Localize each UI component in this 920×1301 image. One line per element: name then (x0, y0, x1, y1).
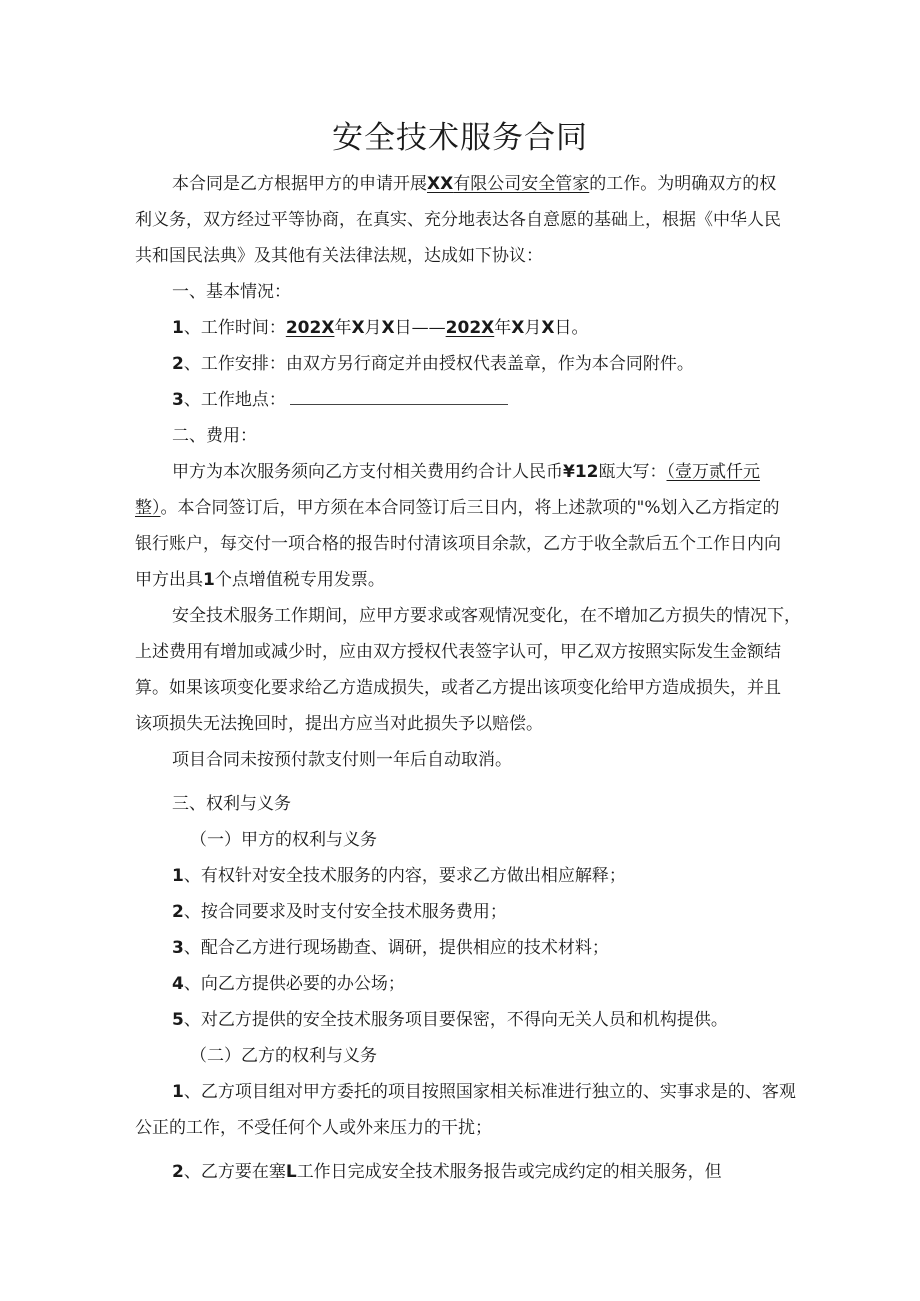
work-location-item: 3、工作地点： (172, 388, 832, 412)
section-1-heading: 一、基本情况： (172, 282, 291, 302)
party-b-item-1-line-1: 1、乙方项目组对甲方委托的项目按照国家相关标准进行独立的、实事求是的、客观 (172, 1082, 796, 1102)
party-a-item: 3、配合乙方进行现场勘查、调研，提供相应的技术材料； (172, 938, 609, 958)
fee-line-4: 甲方出具1个点增值税专用发票。 (135, 570, 385, 590)
fee-line-1: 甲方为本次服务须向乙方支付相关费用约合计人民币¥12瓯大写：（壹万贰仟元 (172, 462, 760, 482)
section-2-heading: 二、费用： (172, 426, 257, 446)
cancel-clause: 项目合同未按预付款支付则一年后自动取消。 (172, 750, 512, 770)
section-3-heading: 三、权利与义务 (172, 794, 291, 814)
change-line-1: 安全技术服务工作期间，应甲方要求或客观情况变化，在不增加乙方损失的情况下， (172, 606, 801, 626)
work-arrangement-item: 2、工作安排：由双方另行商定并由授权代表盖章，作为本合同附件。 (172, 354, 694, 374)
party-a-item: 5、对乙方提供的安全技术服务项目要保密，不得向无关人员和机构提供。 (172, 1010, 728, 1030)
party-b-heading: （二）乙方的权利与义务 (190, 1046, 377, 1066)
intro-line-1: 本合同是乙方根据甲方的申请开展XX有限公司安全管家的工作。为明确双方的权 (172, 174, 777, 194)
location-blank-field[interactable] (290, 390, 508, 405)
change-line-3: 算。如果该项变化要求给乙方造成损失，或者乙方提出该项变化给甲方造成损失，并且 (135, 678, 781, 698)
party-b-item-2: 2、乙方要在塞L工作日完成安全技术服务报告或完成约定的相关服务，但 (172, 1162, 722, 1182)
work-time-item: 1、工作时间：202X年X月X日——202X年X月X日。 (172, 318, 589, 338)
change-line-2: 上述费用有增加或减少时，应由双方授权代表签字认可，甲乙双方按照实际发生金额结 (135, 642, 781, 662)
intro-line-3: 共和国民法典》及其他有关法律法规，达成如下协议： (135, 246, 543, 266)
party-b-item-1-line-2: 公正的工作，不受任何个人或外来压力的干扰； (135, 1118, 492, 1138)
document-title: 安全技术服务合同 (332, 120, 588, 156)
party-a-item: 1、有权针对安全技术服务的内容，要求乙方做出相应解释； (172, 866, 626, 886)
intro-line-2: 利义务，双方经过平等协商，在真实、充分地表达各自意愿的基础上，根据《中华人民 (135, 210, 781, 230)
change-line-4: 该项损失无法挽回时，提出方应当对此损失予以赔偿。 (135, 714, 543, 734)
fee-line-3: 银行账户，每交付一项合格的报告时付清该项目余款，乙方于收全款后五个工作日内向 (135, 534, 781, 554)
fee-line-2: 整）。本合同签订后，甲方须在本合同签订后三日内，将上述款项的"%划入乙方指定的 (135, 498, 780, 518)
party-a-heading: （一）甲方的权利与义务 (190, 830, 377, 850)
party-a-item: 2、按合同要求及时支付安全技术服务费用； (172, 902, 507, 922)
party-a-item: 4、向乙方提供必要的办公场； (172, 974, 405, 994)
